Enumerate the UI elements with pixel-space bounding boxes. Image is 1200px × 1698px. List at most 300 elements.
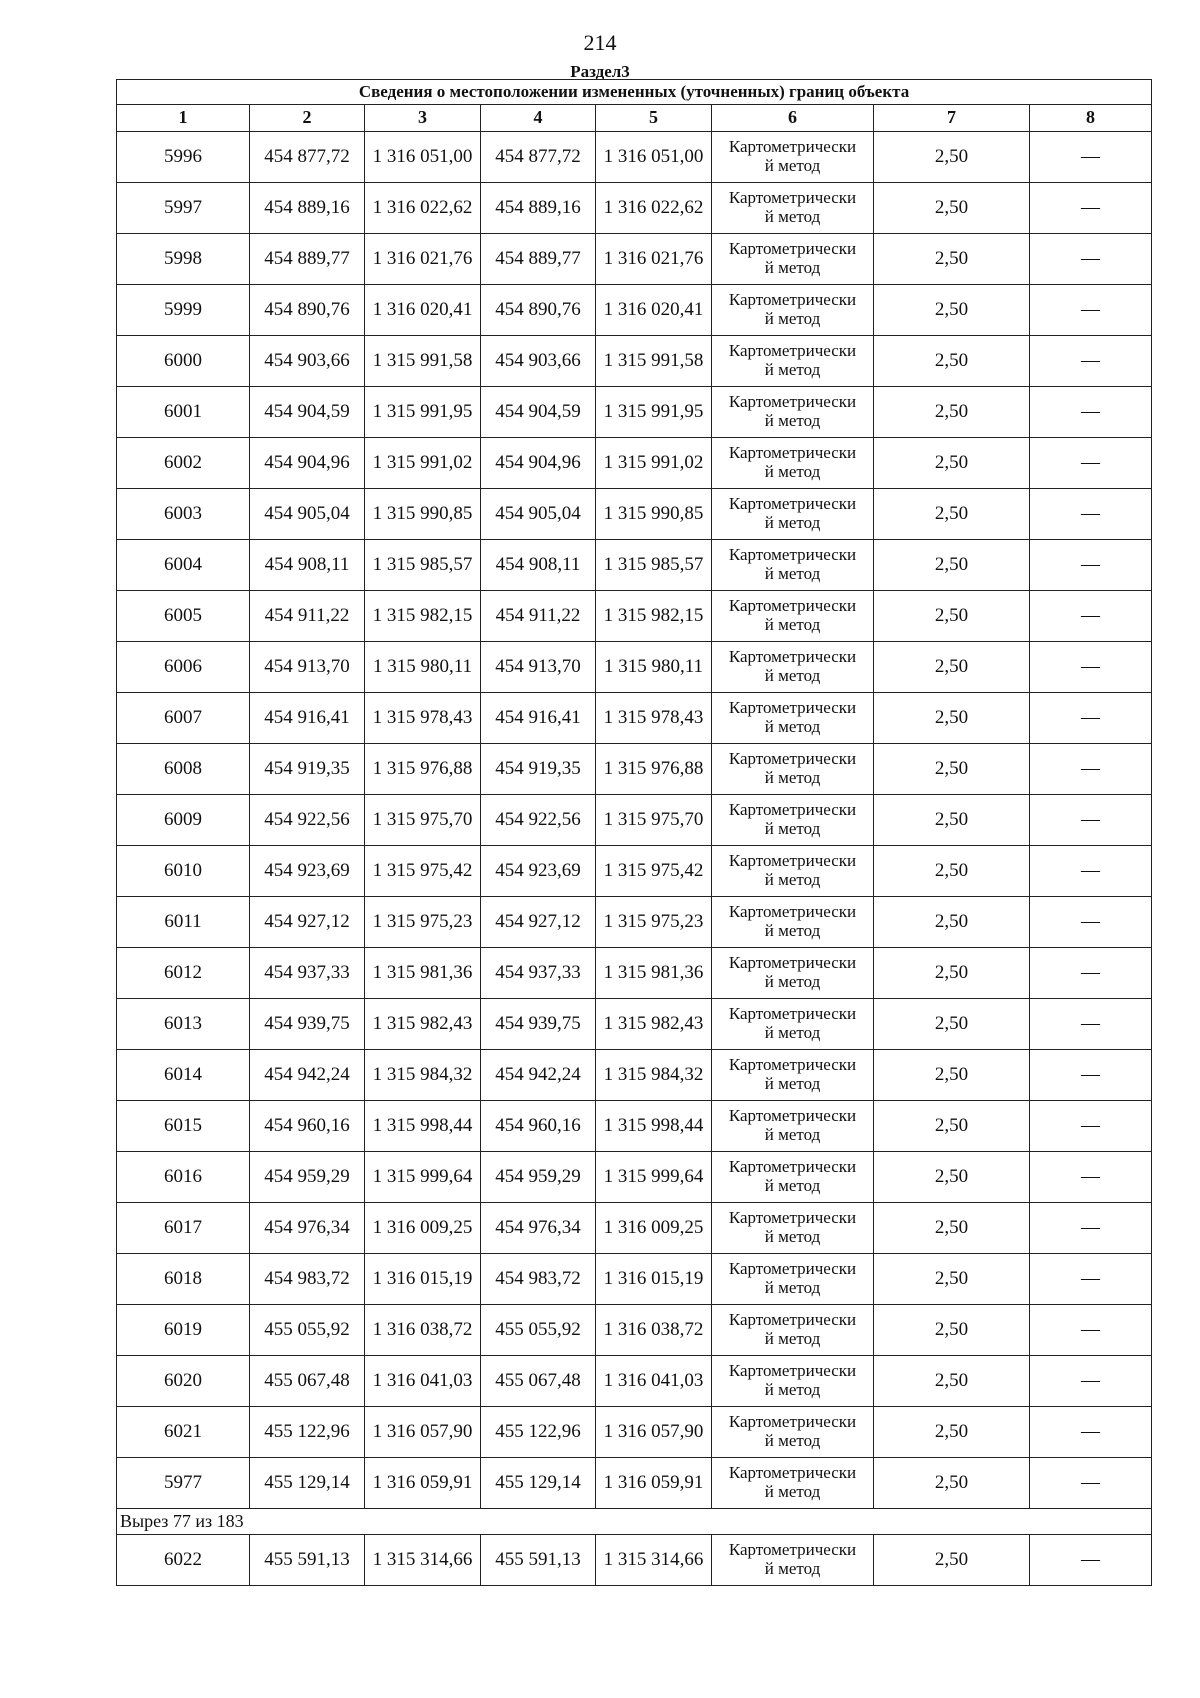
accuracy-cell: 2,50	[874, 1458, 1030, 1509]
method-cell	[712, 336, 874, 387]
new-x-cell: 454 889,16	[481, 183, 596, 234]
description-cell: —	[1030, 744, 1152, 795]
new-y-cell: 1 316 057,90	[596, 1407, 712, 1458]
description-cell: —	[1030, 1407, 1152, 1458]
table-row	[117, 795, 1152, 846]
method-line: й метод	[764, 615, 821, 634]
existing-x-cell: 454 942,24	[250, 1050, 365, 1101]
existing-x-cell: 455 055,92	[250, 1305, 365, 1356]
table-row	[117, 1101, 1152, 1152]
method-line: й метод	[764, 921, 821, 940]
description-cell: —	[1030, 540, 1152, 591]
existing-x-cell: 455 122,96	[250, 1407, 365, 1458]
accuracy-cell: 2,50	[874, 999, 1030, 1050]
new-y-cell: 1 315 978,43	[596, 693, 712, 744]
accuracy-cell: 2,50	[874, 438, 1030, 489]
table-row	[117, 999, 1152, 1050]
existing-y-cell: 1 315 985,57	[365, 540, 481, 591]
description-cell: —	[1030, 846, 1152, 897]
description-cell: —	[1030, 1458, 1152, 1509]
new-y-cell: 1 315 999,64	[596, 1152, 712, 1203]
existing-x-cell: 454 913,70	[250, 642, 365, 693]
new-y-cell: 1 315 314,66	[596, 1535, 712, 1586]
method-cell	[712, 183, 874, 234]
accuracy-cell: 2,50	[874, 642, 1030, 693]
existing-x-cell: 454 905,04	[250, 489, 365, 540]
accuracy-cell: 2,50	[874, 1101, 1030, 1152]
method-cell	[712, 1203, 874, 1254]
table-caption-row	[117, 80, 1152, 105]
method-line: Картометрически	[728, 1004, 857, 1024]
new-x-cell: 454 983,72	[481, 1254, 596, 1305]
description-cell: —	[1030, 387, 1152, 438]
method-cell	[712, 234, 874, 285]
existing-x-cell: 454 960,16	[250, 1101, 365, 1152]
method-line: й метод	[764, 1380, 821, 1399]
method-line: Картометрически	[728, 1463, 857, 1483]
accuracy-cell: 2,50	[874, 948, 1030, 999]
column-header: 5	[596, 105, 712, 132]
point-number-cell: 5999	[117, 285, 250, 336]
description-cell: —	[1030, 285, 1152, 336]
existing-y-cell: 1 316 041,03	[365, 1356, 481, 1407]
coordinates-table	[116, 79, 1152, 1586]
column-header: 6	[712, 105, 874, 132]
point-number-cell: 6014	[117, 1050, 250, 1101]
table-row	[117, 285, 1152, 336]
point-number-cell: 6002	[117, 438, 250, 489]
existing-x-cell: 454 890,76	[250, 285, 365, 336]
existing-x-cell: 454 889,16	[250, 183, 365, 234]
accuracy-cell: 2,50	[874, 897, 1030, 948]
existing-x-cell: 455 067,48	[250, 1356, 365, 1407]
column-header: 7	[874, 105, 1030, 132]
point-number-cell: 6008	[117, 744, 250, 795]
method-cell	[712, 1152, 874, 1203]
point-number-cell: 6022	[117, 1535, 250, 1586]
table-row	[117, 387, 1152, 438]
new-x-cell: 454 959,29	[481, 1152, 596, 1203]
description-cell: —	[1030, 1101, 1152, 1152]
description-cell: —	[1030, 897, 1152, 948]
new-y-cell: 1 315 990,85	[596, 489, 712, 540]
new-y-cell: 1 316 020,41	[596, 285, 712, 336]
table-row	[117, 897, 1152, 948]
table-row	[117, 642, 1152, 693]
section-title: Раздел3	[570, 62, 630, 81]
existing-y-cell: 1 316 021,76	[365, 234, 481, 285]
new-y-cell: 1 315 982,43	[596, 999, 712, 1050]
column-header: 4	[481, 105, 596, 132]
method-line: Картометрически	[728, 443, 857, 463]
existing-x-cell: 454 916,41	[250, 693, 365, 744]
method-line: й метод	[764, 1278, 821, 1297]
description-cell: —	[1030, 1254, 1152, 1305]
existing-y-cell: 1 316 038,72	[365, 1305, 481, 1356]
method-line: Картометрически	[728, 341, 857, 361]
existing-y-cell: 1 315 981,36	[365, 948, 481, 999]
new-y-cell: 1 316 009,25	[596, 1203, 712, 1254]
existing-x-cell: 454 976,34	[250, 1203, 365, 1254]
accuracy-cell: 2,50	[874, 1535, 1030, 1586]
point-number-cell: 6018	[117, 1254, 250, 1305]
accuracy-cell: 2,50	[874, 1254, 1030, 1305]
method-line: Картометрически	[728, 137, 857, 157]
existing-y-cell: 1 316 015,19	[365, 1254, 481, 1305]
table-row	[117, 183, 1152, 234]
method-cell	[712, 1356, 874, 1407]
table-row	[117, 1050, 1152, 1101]
point-number-cell: 6020	[117, 1356, 250, 1407]
method-cell	[712, 948, 874, 999]
method-line: й метод	[764, 1023, 821, 1042]
point-number-cell: 6007	[117, 693, 250, 744]
method-cell	[712, 540, 874, 591]
new-y-cell: 1 315 991,58	[596, 336, 712, 387]
point-number-cell: 5998	[117, 234, 250, 285]
point-number-cell: 6011	[117, 897, 250, 948]
existing-y-cell: 1 315 982,43	[365, 999, 481, 1050]
method-line: й метод	[764, 564, 821, 583]
existing-x-cell: 454 903,66	[250, 336, 365, 387]
existing-y-cell: 1 316 057,90	[365, 1407, 481, 1458]
method-line: й метод	[764, 666, 821, 685]
method-line: Картометрически	[728, 545, 857, 565]
new-x-cell: 454 877,72	[481, 132, 596, 183]
point-number-cell: 6017	[117, 1203, 250, 1254]
point-number-cell: 6000	[117, 336, 250, 387]
description-cell: —	[1030, 948, 1152, 999]
method-line: й метод	[764, 1431, 821, 1450]
point-number-cell: 6019	[117, 1305, 250, 1356]
column-header: 3	[365, 105, 481, 132]
new-y-cell: 1 315 998,44	[596, 1101, 712, 1152]
existing-x-cell: 454 927,12	[250, 897, 365, 948]
accuracy-cell: 2,50	[874, 795, 1030, 846]
method-cell	[712, 438, 874, 489]
method-line: Картометрически	[728, 239, 857, 259]
method-line: й метод	[764, 1559, 821, 1578]
method-cell	[712, 846, 874, 897]
method-cell	[712, 489, 874, 540]
new-y-cell: 1 315 975,70	[596, 795, 712, 846]
new-y-cell: 1 315 980,11	[596, 642, 712, 693]
table-row	[117, 1254, 1152, 1305]
description-cell: —	[1030, 1050, 1152, 1101]
method-line: й метод	[764, 462, 821, 481]
point-number-cell: 6005	[117, 591, 250, 642]
table-row	[117, 1305, 1152, 1356]
method-line: й метод	[764, 360, 821, 379]
table-row	[117, 1152, 1152, 1203]
accuracy-cell: 2,50	[874, 387, 1030, 438]
description-cell: —	[1030, 336, 1152, 387]
new-x-cell: 454 960,16	[481, 1101, 596, 1152]
existing-x-cell: 454 908,11	[250, 540, 365, 591]
method-line: Картометрически	[728, 1310, 857, 1330]
method-line: й метод	[764, 411, 821, 430]
method-cell	[712, 1407, 874, 1458]
new-y-cell: 1 316 022,62	[596, 183, 712, 234]
existing-x-cell: 455 591,13	[250, 1535, 365, 1586]
existing-x-cell: 454 959,29	[250, 1152, 365, 1203]
group-label: Вырез 77 из 183	[117, 1509, 1152, 1535]
new-y-cell: 1 315 975,23	[596, 897, 712, 948]
table-row	[117, 438, 1152, 489]
table-row	[117, 1407, 1152, 1458]
existing-y-cell: 1 315 990,85	[365, 489, 481, 540]
new-x-cell: 455 591,13	[481, 1535, 596, 1586]
table-row	[117, 693, 1152, 744]
table-row	[117, 336, 1152, 387]
new-x-cell: 454 905,04	[481, 489, 596, 540]
method-cell	[712, 897, 874, 948]
method-line: й метод	[764, 717, 821, 736]
existing-y-cell: 1 315 975,23	[365, 897, 481, 948]
existing-y-cell: 1 315 991,02	[365, 438, 481, 489]
new-x-cell: 454 916,41	[481, 693, 596, 744]
description-cell: —	[1030, 642, 1152, 693]
method-line: Картометрически	[728, 1361, 857, 1381]
point-number-cell: 6012	[117, 948, 250, 999]
point-number-cell: 6004	[117, 540, 250, 591]
description-cell: —	[1030, 999, 1152, 1050]
existing-y-cell: 1 315 991,58	[365, 336, 481, 387]
method-cell	[712, 1254, 874, 1305]
new-x-cell: 454 908,11	[481, 540, 596, 591]
description-cell: —	[1030, 591, 1152, 642]
method-cell	[712, 1101, 874, 1152]
existing-x-cell: 454 889,77	[250, 234, 365, 285]
method-line: Картометрически	[728, 851, 857, 871]
existing-x-cell: 455 129,14	[250, 1458, 365, 1509]
table-row	[117, 1535, 1152, 1586]
method-cell	[712, 591, 874, 642]
method-cell	[712, 744, 874, 795]
accuracy-cell: 2,50	[874, 183, 1030, 234]
new-y-cell: 1 315 981,36	[596, 948, 712, 999]
method-line: Картометрически	[728, 1259, 857, 1279]
method-line: Картометрически	[728, 749, 857, 769]
accuracy-cell: 2,50	[874, 1203, 1030, 1254]
method-line: Картометрически	[728, 290, 857, 310]
table-caption: Сведения о местоположении измененных (уточненных) границ объекта	[117, 80, 1152, 105]
method-line: Картометрически	[728, 953, 857, 973]
new-x-cell: 454 927,12	[481, 897, 596, 948]
new-x-cell: 454 976,34	[481, 1203, 596, 1254]
new-y-cell: 1 315 991,02	[596, 438, 712, 489]
new-x-cell: 454 911,22	[481, 591, 596, 642]
table-row	[117, 1458, 1152, 1509]
accuracy-cell: 2,50	[874, 1152, 1030, 1203]
existing-y-cell: 1 315 975,42	[365, 846, 481, 897]
existing-y-cell: 1 315 980,11	[365, 642, 481, 693]
new-y-cell: 1 316 059,91	[596, 1458, 712, 1509]
existing-y-cell: 1 316 059,91	[365, 1458, 481, 1509]
method-cell	[712, 795, 874, 846]
description-cell: —	[1030, 489, 1152, 540]
new-x-cell: 454 942,24	[481, 1050, 596, 1101]
method-line: Картометрически	[728, 1412, 857, 1432]
existing-x-cell: 454 911,22	[250, 591, 365, 642]
description-cell: —	[1030, 234, 1152, 285]
accuracy-cell: 2,50	[874, 693, 1030, 744]
new-x-cell: 455 129,14	[481, 1458, 596, 1509]
existing-y-cell: 1 315 991,95	[365, 387, 481, 438]
page-number: 214	[583, 30, 617, 55]
method-line: Картометрически	[728, 188, 857, 208]
method-line: й метод	[764, 1125, 821, 1144]
new-x-cell: 454 937,33	[481, 948, 596, 999]
accuracy-cell: 2,50	[874, 846, 1030, 897]
description-cell: —	[1030, 1152, 1152, 1203]
method-cell	[712, 132, 874, 183]
existing-x-cell: 454 919,35	[250, 744, 365, 795]
point-number-cell: 6013	[117, 999, 250, 1050]
table-row	[117, 540, 1152, 591]
method-line: й метод	[764, 156, 821, 175]
point-number-cell: 5977	[117, 1458, 250, 1509]
method-cell	[712, 1305, 874, 1356]
description-cell: —	[1030, 183, 1152, 234]
new-x-cell: 454 939,75	[481, 999, 596, 1050]
method-cell	[712, 693, 874, 744]
existing-y-cell: 1 315 975,70	[365, 795, 481, 846]
accuracy-cell: 2,50	[874, 1356, 1030, 1407]
accuracy-cell: 2,50	[874, 234, 1030, 285]
method-cell	[712, 285, 874, 336]
existing-y-cell: 1 315 999,64	[365, 1152, 481, 1203]
point-number-cell: 6003	[117, 489, 250, 540]
existing-y-cell: 1 315 976,88	[365, 744, 481, 795]
point-number-cell: 6021	[117, 1407, 250, 1458]
method-line: Картометрически	[728, 1208, 857, 1228]
accuracy-cell: 2,50	[874, 1050, 1030, 1101]
existing-y-cell: 1 316 022,62	[365, 183, 481, 234]
new-x-cell: 454 904,96	[481, 438, 596, 489]
method-line: й метод	[764, 1176, 821, 1195]
new-x-cell: 455 067,48	[481, 1356, 596, 1407]
point-number-cell: 6010	[117, 846, 250, 897]
accuracy-cell: 2,50	[874, 744, 1030, 795]
point-number-cell: 6015	[117, 1101, 250, 1152]
point-number-cell: 6009	[117, 795, 250, 846]
method-line: й метод	[764, 309, 821, 328]
new-x-cell: 454 904,59	[481, 387, 596, 438]
method-line: й метод	[764, 972, 821, 991]
new-y-cell: 1 316 015,19	[596, 1254, 712, 1305]
method-line: Картометрически	[728, 596, 857, 616]
existing-x-cell: 454 983,72	[250, 1254, 365, 1305]
existing-y-cell: 1 316 051,00	[365, 132, 481, 183]
column-header: 2	[250, 105, 365, 132]
new-x-cell: 454 889,77	[481, 234, 596, 285]
method-line: й метод	[764, 768, 821, 787]
existing-y-cell: 1 315 982,15	[365, 591, 481, 642]
table-row	[117, 591, 1152, 642]
new-y-cell: 1 316 051,00	[596, 132, 712, 183]
column-header: 1	[117, 105, 250, 132]
method-line: Картометрически	[728, 647, 857, 667]
method-line: Картометрически	[728, 392, 857, 412]
existing-y-cell: 1 315 998,44	[365, 1101, 481, 1152]
existing-x-cell: 454 877,72	[250, 132, 365, 183]
method-line: Картометрически	[728, 800, 857, 820]
new-y-cell: 1 315 982,15	[596, 591, 712, 642]
table-row	[117, 489, 1152, 540]
new-y-cell: 1 316 038,72	[596, 1305, 712, 1356]
new-x-cell: 454 923,69	[481, 846, 596, 897]
accuracy-cell: 2,50	[874, 336, 1030, 387]
method-line: й метод	[764, 258, 821, 277]
existing-x-cell: 454 937,33	[250, 948, 365, 999]
new-x-cell: 454 903,66	[481, 336, 596, 387]
new-y-cell: 1 315 984,32	[596, 1050, 712, 1101]
description-cell: —	[1030, 1305, 1152, 1356]
method-line: Картометрически	[728, 902, 857, 922]
table-row	[117, 744, 1152, 795]
method-line: й метод	[764, 207, 821, 226]
description-cell: —	[1030, 132, 1152, 183]
existing-y-cell: 1 315 314,66	[365, 1535, 481, 1586]
method-line: й метод	[764, 1074, 821, 1093]
existing-x-cell: 454 939,75	[250, 999, 365, 1050]
method-cell	[712, 387, 874, 438]
existing-x-cell: 454 904,59	[250, 387, 365, 438]
accuracy-cell: 2,50	[874, 1305, 1030, 1356]
existing-y-cell: 1 315 978,43	[365, 693, 481, 744]
method-cell	[712, 1050, 874, 1101]
point-number-cell: 6006	[117, 642, 250, 693]
method-line: й метод	[764, 1227, 821, 1246]
method-line: й метод	[764, 870, 821, 889]
method-line: Картометрически	[728, 494, 857, 514]
new-y-cell: 1 315 991,95	[596, 387, 712, 438]
new-y-cell: 1 315 985,57	[596, 540, 712, 591]
point-number-cell: 5997	[117, 183, 250, 234]
method-line: й метод	[764, 819, 821, 838]
column-header: 8	[1030, 105, 1152, 132]
method-line: й метод	[764, 1482, 821, 1501]
new-x-cell: 454 913,70	[481, 642, 596, 693]
point-number-cell: 6016	[117, 1152, 250, 1203]
description-cell: —	[1030, 795, 1152, 846]
existing-y-cell: 1 316 009,25	[365, 1203, 481, 1254]
accuracy-cell: 2,50	[874, 285, 1030, 336]
description-cell: —	[1030, 1203, 1152, 1254]
new-x-cell: 454 919,35	[481, 744, 596, 795]
description-cell: —	[1030, 438, 1152, 489]
new-y-cell: 1 316 021,76	[596, 234, 712, 285]
method-line: Картометрически	[728, 1540, 857, 1560]
group-row	[117, 1509, 1152, 1535]
table-row	[117, 1356, 1152, 1407]
accuracy-cell: 2,50	[874, 489, 1030, 540]
table-row	[117, 234, 1152, 285]
method-cell	[712, 999, 874, 1050]
new-x-cell: 455 122,96	[481, 1407, 596, 1458]
table-row	[117, 132, 1152, 183]
point-number-cell: 6001	[117, 387, 250, 438]
accuracy-cell: 2,50	[874, 1407, 1030, 1458]
table-row	[117, 846, 1152, 897]
method-line: Картометрически	[728, 698, 857, 718]
new-x-cell: 454 922,56	[481, 795, 596, 846]
description-cell: —	[1030, 1535, 1152, 1586]
existing-y-cell: 1 315 984,32	[365, 1050, 481, 1101]
table-row	[117, 948, 1152, 999]
new-y-cell: 1 315 975,42	[596, 846, 712, 897]
